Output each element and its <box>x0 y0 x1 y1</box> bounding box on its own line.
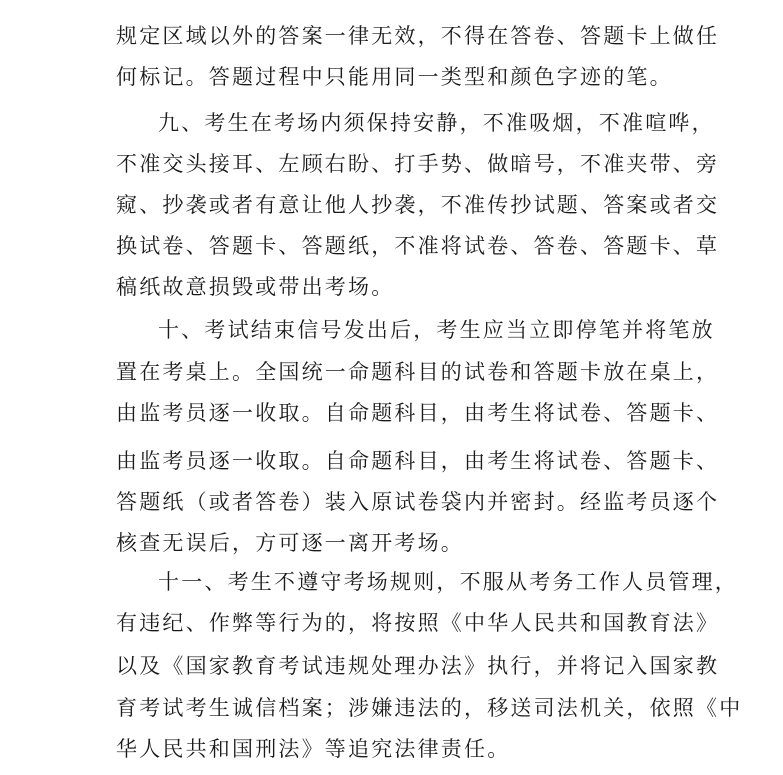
text-line-11: 由监考员逐一收取。自命题科目，由考生将试卷、答题卡、 <box>116 449 720 473</box>
paragraph-9-start: 九、考生在考场内须保持安静，不准吸烟，不准喧哗， <box>158 111 715 135</box>
text-line-15: 有违纪、作弊等行为的，将按照《中华人民共和国教育法》 <box>116 611 720 635</box>
text-line-7: 稿纸故意损毁或带出考场。 <box>116 275 395 299</box>
text-line-9: 置在考桌上。全国统一命题科目的试卷和答题卡放在桌上， <box>116 360 720 384</box>
text-line-6: 换试卷、答题卡、答题纸，不准将试卷、答卷、答题卡、草 <box>116 234 720 258</box>
paragraph-11-start: 十一、考生不遵守考场规则，不服从考务工作人员管理， <box>158 570 738 594</box>
text-line-5: 窥、抄袭或者有意让他人抄袭，不准传抄试题、答案或者交 <box>116 193 720 217</box>
text-line-4: 不准交头接耳、左顾右盼、打手势、做暗号，不准夹带、旁 <box>116 152 720 176</box>
text-line-12: 答题纸（或者答卷）装入原试卷袋内并密封。经监考员逐个 <box>116 490 720 514</box>
text-line-13: 核查无误后，方可逐一离开考场。 <box>116 531 464 555</box>
text-line-10: 由监考员逐一收取。自命题科目，由考生将试卷、答题卡、 <box>116 401 720 425</box>
text-line-2: 何标记。答题过程中只能用同一类型和颜色字迹的笔。 <box>116 65 673 89</box>
text-line-1: 规定区域以外的答案一律无效，不得在答卷、答题卡上做任 <box>116 24 720 48</box>
text-line-17: 育考试考生诚信档案；涉嫌违法的，移送司法机关，依照《中 <box>116 696 743 720</box>
text-line-18: 华人民共和国刑法》等追究法律责任。 <box>116 737 511 761</box>
text-line-16: 以及《国家教育考试违规处理办法》执行，并将记入国家教 <box>116 654 720 678</box>
paragraph-10-start: 十、考试结束信号发出后，考生应当立即停笔并将笔放 <box>158 318 715 342</box>
